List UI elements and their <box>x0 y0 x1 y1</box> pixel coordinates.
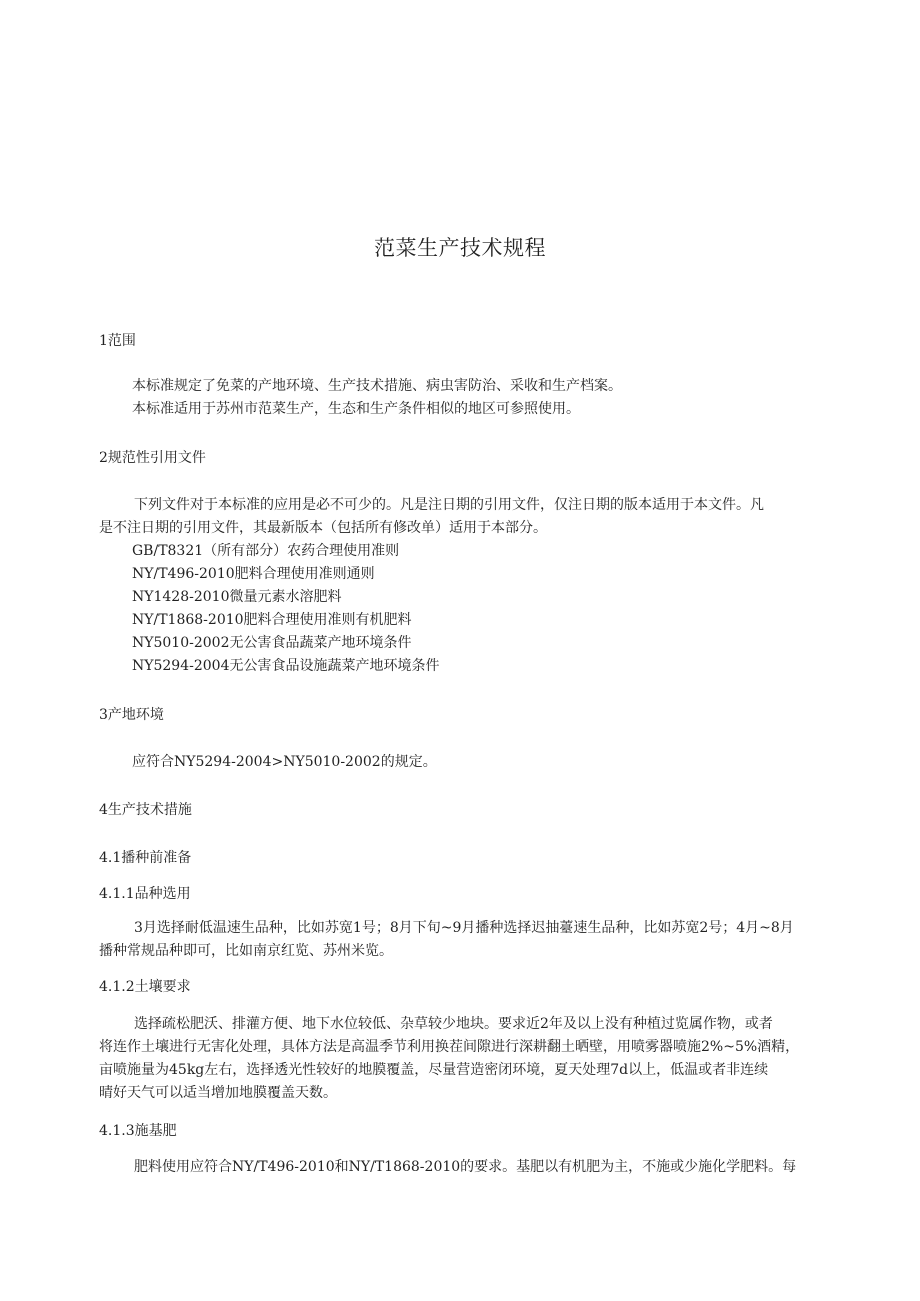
section-heading-techniques: 4生产技术措施 <box>99 802 192 818</box>
references-intro-line-2: 是不注日期的引用文件，其最新版本（包括所有修改单）适用于本部分。 <box>99 520 547 536</box>
reference-item: GB/T8321（所有部分）农药合理使用准则 <box>132 543 400 559</box>
scope-line-1: 本标准规定了免菜的产地环境、生产技术措施、病虫害防治、采收和生产档案。 <box>132 378 622 394</box>
reference-item: NY5294-2004无公害食品设施蔬菜产地环境条件 <box>132 658 440 674</box>
subsection-heading-preparation: 4.1播种前准备 <box>99 850 192 866</box>
scope-line-2: 本标准适用于苏州市范菜生产，生态和生产条件相似的地区可参照使用。 <box>132 401 580 417</box>
document-title: 范菜生产技术规程 <box>374 236 546 260</box>
section-heading-scope: 1范围 <box>99 333 136 349</box>
subsection-heading-fertilizer: 4.1.3施基肥 <box>99 1123 177 1139</box>
subsection-heading-soil: 4.1.2土壤要求 <box>99 979 191 995</box>
environment-line-1: 应符合NY5294-2004>NY5010-2002的规定。 <box>132 754 437 770</box>
soil-line-3: 亩喷施量为45kg左右，选择透光性较好的地膜覆盖，尽量营造密闭环境，夏天处理7d以上，低温或者非连续 <box>99 1062 769 1078</box>
fertilizer-line-1: 肥料使用应符合NY/T496-2010和NY/T1868-2010的要求。基肥以有机肥为主，不施或少施化学肥料。每 <box>134 1159 797 1175</box>
reference-item: NY/T496-2010肥料合理使用准则通则 <box>132 566 375 582</box>
reference-item: NY5010-2002无公害食品蔬菜产地环境条件 <box>132 635 412 651</box>
variety-line-1: 3月选择耐低温速生品种，比如苏宽1号；8月下旬~9月播种选择迟抽薹速生品种，比如苏宽2号；4月~8月 <box>134 920 794 936</box>
soil-line-4: 晴好天气可以适当增加地膜覆盖天数。 <box>99 1085 337 1101</box>
soil-line-2: 将连作土壤进行无害化处理，具体方法是高温季节利用换茬间隙进行深耕翻土晒壁，用喷雾器喷施2%~5%酒精， <box>99 1039 800 1055</box>
subsection-heading-variety: 4.1.1品种选用 <box>99 886 191 902</box>
section-heading-environment: 3产地环境 <box>99 707 164 723</box>
soil-line-1: 选择疏松肥沃、排灌方便、地下水位较低、杂草较少地块。要求近2年及以上没有种植过览属作物，或者 <box>134 1016 773 1032</box>
reference-item: NY1428-2010微量元素水溶肥料 <box>132 589 342 605</box>
section-heading-references: 2规范性引用文件 <box>99 450 206 466</box>
reference-item: NY/T1868-2010肥料合理使用准则有机肥料 <box>132 612 412 628</box>
variety-line-2: 播种常规品种即可，比如南京红览、苏州米览。 <box>99 943 393 959</box>
references-intro-line-1: 下列文件对于本标准的应用是必不可少的。凡是注日期的引用文件，仅注日期的版本适用于本文件。凡 <box>134 497 764 513</box>
